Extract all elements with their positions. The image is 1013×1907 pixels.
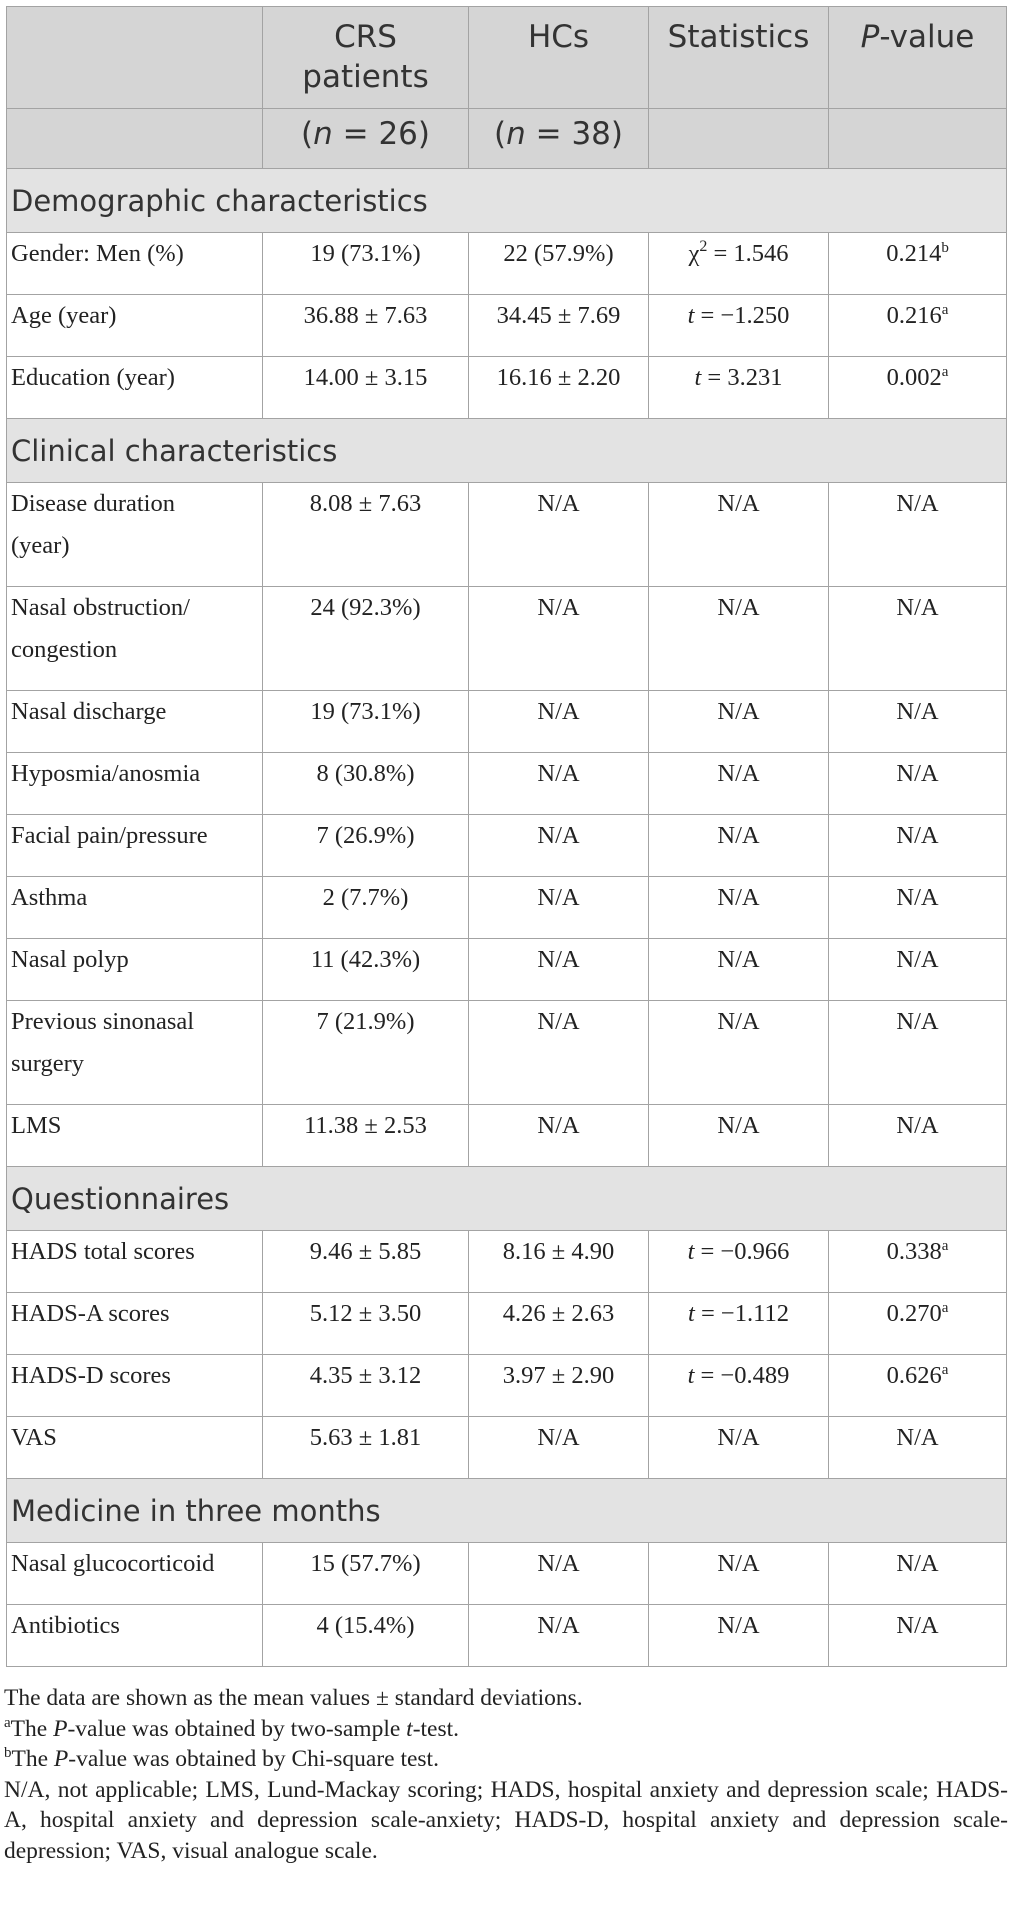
- crs-sample-size: (n = 26): [263, 109, 469, 169]
- hc-value: 16.16 ± 2.20: [469, 357, 649, 419]
- row-label: HADS-A scores: [7, 1293, 263, 1355]
- table-row: [7, 1001, 1007, 1105]
- hc-value: 3.97 ± 2.90: [469, 1355, 649, 1417]
- p-value: 0.626$^a$: [829, 1355, 1007, 1417]
- crs-value: 36.88 ± 7.63: [263, 295, 469, 357]
- p-value: N/A: [829, 877, 1007, 939]
- p-value: N/A: [829, 815, 1007, 877]
- p-value: N/A: [829, 1417, 1007, 1479]
- sample-size-stub: [7, 109, 263, 169]
- hc-value: N/A: [469, 877, 649, 939]
- row-label: Asthma: [7, 877, 263, 939]
- table-row: [7, 483, 1007, 587]
- statistic-value: N/A: [649, 1001, 829, 1105]
- row-label: HADS total scores: [7, 1231, 263, 1293]
- p-value: N/A: [829, 1001, 1007, 1105]
- crs-value: 15 (57.7%): [263, 1543, 469, 1605]
- crs-value: 11.38 ± 2.53: [263, 1105, 469, 1167]
- section-medicine: [7, 1479, 1007, 1543]
- row-label: Education (year): [7, 357, 263, 419]
- hc-value: 34.45 ± 7.69: [469, 295, 649, 357]
- statistic-value: N/A: [649, 1417, 829, 1479]
- crs-value: 14.00 ± 3.15: [263, 357, 469, 419]
- stats-sample-blank: [649, 109, 829, 169]
- crs-value: 8 (30.8%): [263, 753, 469, 815]
- row-label: LMS: [7, 1105, 263, 1167]
- p-value: N/A: [829, 753, 1007, 815]
- p-value: 0.338$^a$: [829, 1231, 1007, 1293]
- table-row: [7, 939, 1007, 1001]
- crs-value: 7 (21.9%): [263, 1001, 469, 1105]
- footnote-a: $^a$The P-value was obtained by two-sample t-test.: [4, 1714, 460, 1742]
- statistic-value: t = −0.489: [649, 1355, 829, 1417]
- table-row: [7, 691, 1007, 753]
- crs-value: 11 (42.3%): [263, 939, 469, 1001]
- crs-value: 19 (73.1%): [263, 233, 469, 295]
- section-title: Medicine in three months: [7, 1479, 1007, 1543]
- crs-value: 4.35 ± 3.12: [263, 1355, 469, 1417]
- statistic-value: $\chi^2 = 1.546$: [649, 233, 829, 295]
- row-label: Nasal glucocorticoid: [7, 1543, 263, 1605]
- crs-value: 7 (26.9%): [263, 815, 469, 877]
- p-value: N/A: [829, 1543, 1007, 1605]
- table-footnotes: [4, 1683, 1008, 1866]
- header-stub: [7, 7, 263, 109]
- statistic-value: N/A: [649, 1105, 829, 1167]
- p-value: 0.216$^a$: [829, 295, 1007, 357]
- hc-value: N/A: [469, 1417, 649, 1479]
- statistic-value: N/A: [649, 753, 829, 815]
- section-clinical: [7, 419, 1007, 483]
- p-value: 0.214$^b$: [829, 233, 1007, 295]
- hc-value: N/A: [469, 587, 649, 691]
- table-row: [7, 1105, 1007, 1167]
- p-value: N/A: [829, 483, 1007, 587]
- p-value: N/A: [829, 587, 1007, 691]
- table-row: [7, 1355, 1007, 1417]
- statistic-value: N/A: [649, 587, 829, 691]
- crs-value: 5.12 ± 3.50: [263, 1293, 469, 1355]
- statistic-value: N/A: [649, 1543, 829, 1605]
- hc-value: 8.16 ± 4.90: [469, 1231, 649, 1293]
- table-row: [7, 815, 1007, 877]
- hc-value: 4.26 ± 2.63: [469, 1293, 649, 1355]
- table-row: [7, 877, 1007, 939]
- p-value: N/A: [829, 1605, 1007, 1667]
- header-hcs: HCs: [469, 7, 649, 109]
- section-title: Clinical characteristics: [7, 419, 1007, 483]
- crs-value: 19 (73.1%): [263, 691, 469, 753]
- hc-value: N/A: [469, 815, 649, 877]
- table-row: [7, 295, 1007, 357]
- p-value: N/A: [829, 939, 1007, 1001]
- table-row: [7, 1417, 1007, 1479]
- row-label: Facial pain/pressure: [7, 815, 263, 877]
- table-row: [7, 753, 1007, 815]
- row-label: Hyposmia/anosmia: [7, 753, 263, 815]
- header-crs-patients: CRS patients: [263, 7, 469, 109]
- hc-value: N/A: [469, 1001, 649, 1105]
- hc-value: N/A: [469, 691, 649, 753]
- statistic-value: N/A: [649, 815, 829, 877]
- statistic-value: t = 3.231: [649, 357, 829, 419]
- crs-value: 24 (92.3%): [263, 587, 469, 691]
- row-label: Previous sinonasal surgery: [7, 1001, 263, 1105]
- section-title: Demographic characteristics: [7, 169, 1007, 233]
- p-value: 0.270$^a$: [829, 1293, 1007, 1355]
- hc-value: N/A: [469, 753, 649, 815]
- statistic-value: N/A: [649, 877, 829, 939]
- statistic-value: N/A: [649, 1605, 829, 1667]
- p-sample-blank: [829, 109, 1007, 169]
- statistic-value: t = −1.112: [649, 1293, 829, 1355]
- statistic-value: N/A: [649, 939, 829, 1001]
- footnote-abbreviations: N/A, not applicable; LMS, Lund-Mackay scoring; HADS, hospital anxiety and depression scale; HADS-A, hospital anxiety and depression scale-anxiety; HADS-D, hospital anxiety and depression scale-depression; VAS, visual analogue scale.: [4, 1776, 1008, 1864]
- sample-size-row: [7, 109, 1007, 169]
- table-row: [7, 1231, 1007, 1293]
- row-label: Age (year): [7, 295, 263, 357]
- statistic-value: N/A: [649, 483, 829, 587]
- table-row: [7, 1293, 1007, 1355]
- hc-sample-size: (n = 38): [469, 109, 649, 169]
- section-questionnaires: [7, 1167, 1007, 1231]
- row-label: HADS-D scores: [7, 1355, 263, 1417]
- p-value: N/A: [829, 1105, 1007, 1167]
- p-value: N/A: [829, 691, 1007, 753]
- row-label: VAS: [7, 1417, 263, 1479]
- hc-value: N/A: [469, 483, 649, 587]
- row-label: Nasal obstruction/ congestion: [7, 587, 263, 691]
- footnote-b: $^b$The P-value was obtained by Chi-square test.: [4, 1745, 439, 1772]
- table-row: [7, 1543, 1007, 1605]
- footnote-data-description: The data are shown as the mean values ± standard deviations.: [4, 1685, 583, 1711]
- header-p-value: P-value: [829, 7, 1007, 109]
- table-row: [7, 1605, 1007, 1667]
- row-label: Gender: Men (%): [7, 233, 263, 295]
- hc-value: N/A: [469, 939, 649, 1001]
- section-title: Questionnaires: [7, 1167, 1007, 1231]
- table-row: [7, 587, 1007, 691]
- hc-value: N/A: [469, 1105, 649, 1167]
- p-value: 0.002$^a$: [829, 357, 1007, 419]
- crs-value: 4 (15.4%): [263, 1605, 469, 1667]
- header-statistics: Statistics: [649, 7, 829, 109]
- crs-value: 5.63 ± 1.81: [263, 1417, 469, 1479]
- statistic-value: t = −0.966: [649, 1231, 829, 1293]
- row-label: Nasal polyp: [7, 939, 263, 1001]
- table-row: [7, 357, 1007, 419]
- row-label: Disease duration (year): [7, 483, 263, 587]
- statistic-value: N/A: [649, 691, 829, 753]
- statistic-value: t = −1.250: [649, 295, 829, 357]
- crs-value: 8.08 ± 7.63: [263, 483, 469, 587]
- hc-value: N/A: [469, 1543, 649, 1605]
- table-row: [7, 233, 1007, 295]
- row-label: Nasal discharge: [7, 691, 263, 753]
- header-row: [7, 7, 1007, 109]
- hc-value: N/A: [469, 1605, 649, 1667]
- row-label: Antibiotics: [7, 1605, 263, 1667]
- crs-value: 2 (7.7%): [263, 877, 469, 939]
- section-demographic: [7, 169, 1007, 233]
- demographics-table: [6, 6, 1007, 1667]
- crs-value: 9.46 ± 5.85: [263, 1231, 469, 1293]
- hc-value: 22 (57.9%): [469, 233, 649, 295]
